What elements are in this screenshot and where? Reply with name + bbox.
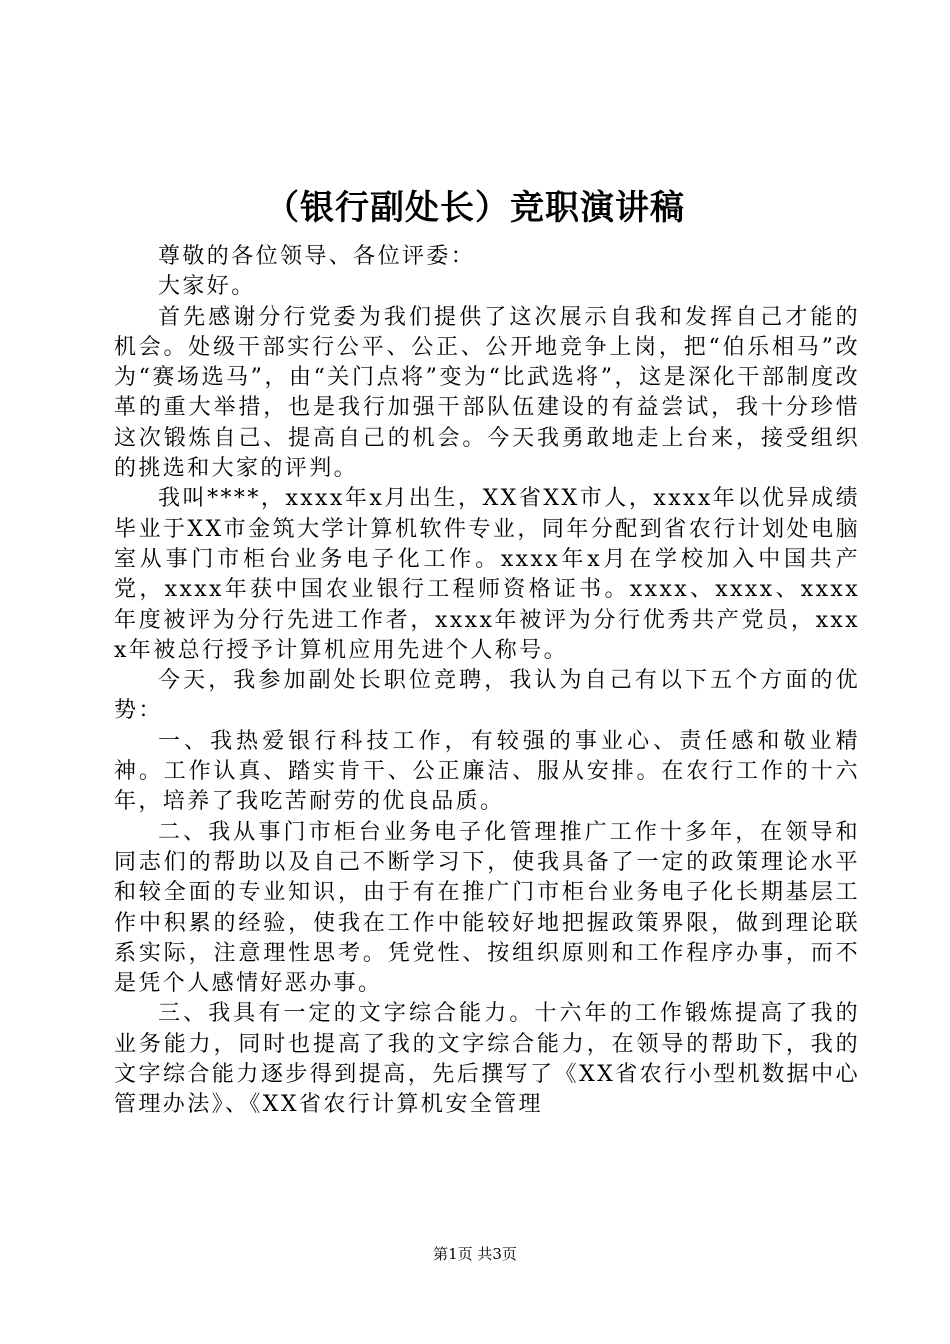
paragraph-advantage-2: 二、我从事门市柜台业务电子化管理推广工作十多年，在领导和同志们的帮助以及自己不断学习下，使我具备了一定的政策理论水平和较全面的专业知识，由于有在推广门市柜台业务电子化长期基层工作中积累的经验，使我在工作中能较好地把握政策界限，做到理论联系实际，注意理性思考。凭党性、按组织原则和工作程序办事，而不是凭个人感情好恶办事。: [114, 819, 860, 997]
paragraph-advantage-3: 三、我具有一定的文字综合能力。十六年的工作锻炼提高了我的业务能力，同时也提高了我的文字综合能力，在领导的帮助下，我的文字综合能力逐步得到提高，先后撰写了《XX省农行小型机数据中心管理办法》、《XX省农行计算机安全管理: [114, 1001, 860, 1118]
paragraph-intro: 首先感谢分行党委为我们提供了这次展示自我和发挥自己才能的机会。处级干部实行公平、公正、公开地竞争上岗，把“伯乐相马”改为“赛场选马”，由“关门点将”变为“比武选将”，这是深化干部制度改革的重大举措，也是我行加强干部队伍建设的有益尝试，我十分珍惜这次锻炼自己、提高自己的机会。今天我勇敢地走上台来，接受组织的挑选和大家的评判。: [114, 304, 860, 482]
salutation: 尊敬的各位领导、各位评委：: [158, 244, 476, 269]
paragraph-self-introduction: 我叫****，xxxx年x月出生，XX省XX市人，xxxx年以优异成绩毕业于XX市金筑大学计算机软件专业，同年分配到省农行计划处电脑室从事门市柜台业务电子化工作。xxxx年x月在学校加入中国共产党，xxxx年获中国农业银行工程师资格证书。xxxx、xxxx、xxxx年度被评为分行先进工作者，xxxx年被评为分行优秀共产党员，xxxx年被总行授予计算机应用先进个人称号。: [114, 486, 860, 663]
paragraph-advantages-lead: 今天，我参加副处长职位竞聘，我认为自己有以下五个方面的优势：: [114, 668, 860, 724]
paragraph-advantage-1: 一、我热爱银行科技工作，有较强的事业心、责任感和敬业精神。工作认真、踏实肯干、公正廉洁、服从安排。在农行工作的十六年，培养了我吃苦耐劳的优良品质。: [114, 728, 860, 815]
greeting: 大家好。: [158, 274, 256, 300]
document-title: （银行副处长）竞职演讲稿: [265, 188, 685, 228]
page-number-footer: 第1页 共3页: [433, 1245, 517, 1263]
document-body: [114, 242, 860, 1121]
